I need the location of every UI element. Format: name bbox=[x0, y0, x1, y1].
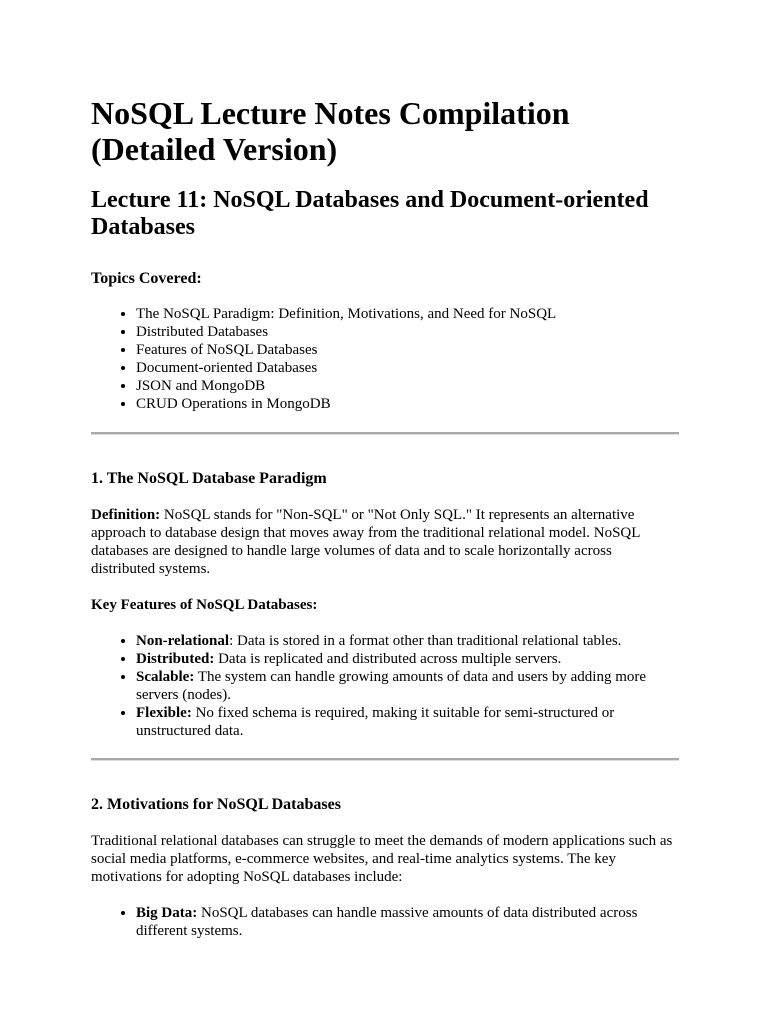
motivations-intro: Traditional relational databases can struggle to meet the demands of modern applications such as social media platforms, e-commerce websites, and real-time analytics systems. The key motivations for adopting NoSQL databases include: bbox=[91, 833, 673, 885]
motivation-text: NoSQL databases can handle massive amounts of data distributed across different systems. bbox=[136, 905, 638, 939]
feature-item bbox=[136, 668, 679, 704]
motivation-item bbox=[136, 904, 679, 940]
topic-item: • JSON and MongoDB bbox=[136, 377, 679, 395]
section-divider bbox=[91, 758, 679, 761]
document-content bbox=[91, 95, 679, 940]
document-title: NoSQL Lecture Notes Compilation (Detailed Version) bbox=[91, 95, 570, 167]
feature-item bbox=[136, 650, 679, 668]
section-2-heading: 2. Motivations for NoSQL Databases bbox=[91, 796, 341, 813]
section-1-heading: 1. The NoSQL Database Paradigm bbox=[91, 470, 327, 487]
definition-paragraph bbox=[91, 506, 679, 578]
feature-label: Distributed: bbox=[136, 651, 215, 667]
topics-list bbox=[91, 305, 679, 413]
feature-text: Data is replicated and distributed across multiple servers. bbox=[214, 651, 562, 667]
lecture-heading: Lecture 11: NoSQL Databases and Document-oriented Databases bbox=[91, 187, 649, 240]
feature-label: Scalable: bbox=[136, 669, 195, 685]
topic-item: • CRUD Operations in MongoDB bbox=[136, 395, 679, 413]
feature-text: : Data is stored in a format other than traditional relational tables. bbox=[229, 633, 622, 649]
motivation-label: Big Data: bbox=[136, 905, 198, 921]
feature-text: The system can handle growing amounts of data and users by adding more servers (nodes). bbox=[136, 669, 647, 703]
motivations-list bbox=[91, 904, 679, 940]
key-features-heading: Key Features of NoSQL Databases: bbox=[91, 597, 318, 613]
feature-label: Flexible: bbox=[136, 705, 192, 721]
feature-text: No fixed schema is required, making it suitable for semi-structured or unstructured data. bbox=[136, 705, 615, 739]
topic-item: • Distributed Databases bbox=[136, 323, 679, 341]
topics-heading: Topics Covered: bbox=[91, 270, 202, 287]
topic-item: • Document-oriented Databases bbox=[136, 359, 679, 377]
topic-item: • Features of NoSQL Databases bbox=[136, 341, 679, 359]
key-features-list bbox=[91, 632, 679, 740]
feature-label: Non-relational bbox=[136, 633, 230, 649]
definition-label: Definition: bbox=[91, 507, 161, 523]
topic-item: • The NoSQL Paradigm: Definition, Motivations, and Need for NoSQL bbox=[136, 305, 679, 323]
feature-item bbox=[136, 632, 679, 650]
feature-item bbox=[136, 704, 679, 740]
section-divider bbox=[91, 432, 679, 435]
definition-text: NoSQL stands for "Non-SQL" or "Not Only SQL." It represents an alternative approach to database design that moves away from the traditional relational model. NoSQL databases are designed to handle large volumes of data and to scale horizontally across distributed systems. bbox=[91, 507, 640, 577]
